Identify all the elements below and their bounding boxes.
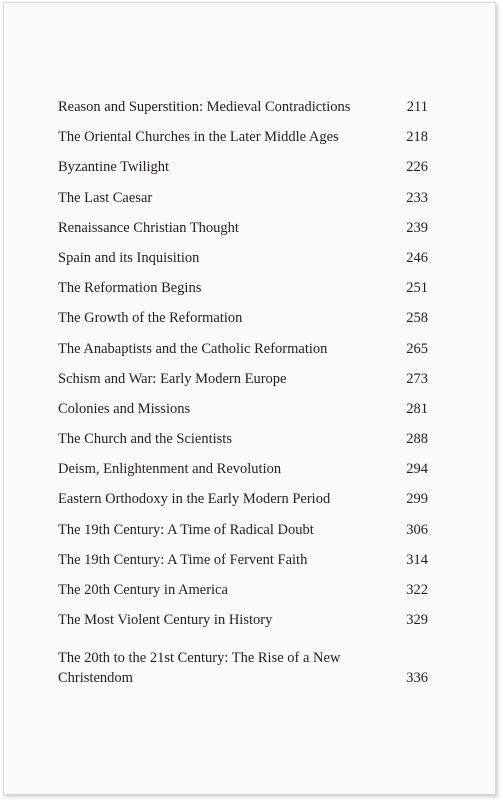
toc-entry bbox=[58, 489, 428, 519]
toc-entry bbox=[58, 308, 428, 338]
toc-entry-title: Spain and its Inquisition bbox=[58, 249, 200, 266]
toc-entry-page: 226 bbox=[406, 159, 428, 176]
toc-entry-page: 273 bbox=[406, 370, 428, 387]
toc-entry-title: Deism, Enlightenment and Revolution bbox=[58, 461, 282, 478]
toc-entry-title: The Most Violent Century in History bbox=[58, 612, 273, 629]
toc-entry-title: Reason and Superstition: Medieval Contradictions bbox=[58, 99, 351, 115]
toc-entry bbox=[58, 429, 428, 459]
toc-entry bbox=[58, 248, 428, 278]
toc-entry-page: 281 bbox=[406, 400, 428, 417]
toc-entry-page: 299 bbox=[406, 491, 428, 508]
toc-entry-page: 258 bbox=[406, 310, 428, 327]
toc-entry-title: The 19th Century: A Time of Fervent Faith bbox=[58, 551, 308, 568]
toc-entry-page: 265 bbox=[406, 340, 428, 357]
toc-entry bbox=[58, 520, 428, 550]
toc-entry-page: 306 bbox=[406, 521, 428, 538]
toc-entry-title: The 20th Century in America bbox=[58, 582, 228, 598]
toc-entry-title: The Anabaptists and the Catholic Reformation bbox=[58, 340, 328, 357]
toc-entry-page: 218 bbox=[406, 129, 428, 146]
toc-entry-title: Colonies and Missions bbox=[58, 400, 191, 417]
toc-entry-title: The Growth of the Reformation bbox=[58, 310, 243, 327]
book-page bbox=[3, 2, 496, 795]
toc-entry bbox=[58, 127, 428, 157]
toc-entry-title: Byzantine Twilight bbox=[58, 159, 170, 176]
toc-entry bbox=[58, 580, 428, 610]
toc-entry-page: 322 bbox=[406, 582, 428, 598]
toc-entry-title: The Reformation Begins bbox=[58, 280, 202, 297]
toc-entry-page: 211 bbox=[406, 99, 428, 115]
toc-entry-title: Schism and War: Early Modern Europe bbox=[58, 370, 287, 387]
toc-entry-title: Eastern Orthodoxy in the Early Modern Period bbox=[58, 491, 331, 508]
toc-entry-page: 336 bbox=[406, 670, 428, 687]
toc-entry bbox=[58, 610, 428, 640]
toc-entry bbox=[58, 459, 428, 489]
toc-entry-page: 239 bbox=[406, 219, 428, 236]
toc-entry-title: Renaissance Christian Thought bbox=[58, 219, 239, 236]
toc-entry bbox=[58, 399, 428, 429]
toc-entry-title: The 20th to the 21st Century: The Rise of a New Christendom bbox=[58, 650, 341, 687]
toc-entry-page: 233 bbox=[406, 189, 428, 206]
toc-entry-title: The 19th Century: A Time of Radical Doubt bbox=[58, 521, 314, 538]
toc-entry-page: 251 bbox=[406, 280, 428, 297]
toc-entry bbox=[58, 339, 428, 369]
toc-entry-page: 294 bbox=[406, 461, 428, 478]
toc-entry-title: The Oriental Churches in the Later Middle Ages bbox=[58, 129, 339, 146]
toc-entry bbox=[58, 550, 428, 580]
toc-entry-page: 246 bbox=[406, 249, 428, 266]
toc-entry-title: The Church and the Scientists bbox=[58, 431, 232, 448]
toc-entry-title: The Last Caesar bbox=[58, 189, 153, 206]
toc-entry bbox=[58, 188, 428, 218]
toc-entry-page: 314 bbox=[406, 551, 428, 568]
toc-entry bbox=[58, 648, 428, 698]
toc-entry bbox=[58, 218, 428, 248]
table-of-contents bbox=[58, 97, 428, 698]
toc-entry-page: 329 bbox=[406, 612, 428, 629]
toc-entry bbox=[58, 157, 428, 187]
toc-entry bbox=[58, 369, 428, 399]
toc-entry-page: 288 bbox=[406, 431, 428, 448]
toc-entry bbox=[58, 278, 428, 308]
toc-entry bbox=[58, 97, 428, 127]
